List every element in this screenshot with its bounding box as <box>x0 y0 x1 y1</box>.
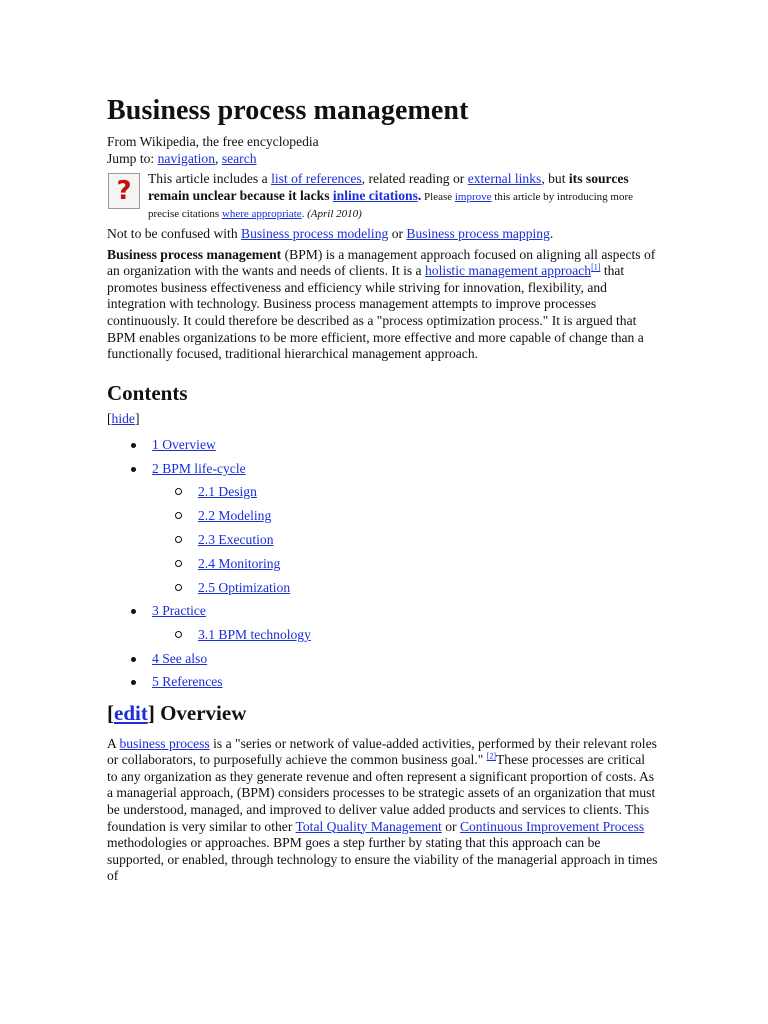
toc-sublist <box>152 623 659 647</box>
overview-paragraph <box>107 736 659 885</box>
toc-item <box>107 457 659 599</box>
toc-sublist <box>152 480 659 599</box>
toc-link-bpm-technology[interactable]: 3.1 BPM technology <box>198 626 311 642</box>
notice-bold-2: . <box>417 187 422 203</box>
notice-small-2: this article by introducing more precise citations <box>148 190 633 221</box>
inline-citations-link[interactable]: inline citations <box>332 187 418 203</box>
toc-bracket-close: ] <box>134 410 140 426</box>
toc-link-references[interactable]: 5 References <box>152 674 223 690</box>
toc-link-execution[interactable]: 2.3 Execution <box>198 531 274 547</box>
notice-date: (April 2010) <box>307 208 362 221</box>
page-title: Business process management <box>107 95 469 126</box>
toc-heading: Contents <box>107 380 188 405</box>
toc-list <box>107 433 659 693</box>
overview-heading-text: Overview <box>154 700 247 725</box>
notice-bold-1: its sources remain unclear because it lacks <box>148 171 629 203</box>
lead-bold-term: Business process management <box>107 246 282 262</box>
overview-text-1: is a "series or network of value-added activities, performed by their relevant roles or collaborators, to purposefully achieve the common business goal." <box>107 735 657 768</box>
jump-links <box>107 151 659 168</box>
reference-2-link[interactable]: [2] <box>486 751 496 761</box>
where-appropriate-link[interactable]: where appropriate <box>221 208 302 221</box>
citation-notice <box>107 171 659 223</box>
bp-mapping-link[interactable]: Business process mapping <box>406 225 550 241</box>
toc-subitem <box>107 576 659 600</box>
jump-separator: , <box>215 150 222 166</box>
toc-link-overview[interactable]: 1 Overview <box>152 437 216 453</box>
article-content <box>107 94 659 885</box>
toc-item <box>107 670 659 694</box>
toc-subitem <box>107 552 659 576</box>
bp-modeling-link[interactable]: Business process modeling <box>241 225 389 241</box>
lead-text-2: that promotes business effectiveness and efficiency while striving for innovation, flexibility, and integration with technology. Business process management attempts to improve processes continuously. It could therefore be described as a "process optimization process." It is argued that BPM enables organizations to be more efficient, more effective and more capable of change than a functionally focused, traditional hierarchical management approach. <box>107 263 644 362</box>
lead-paragraph <box>107 247 659 363</box>
reference-1-link[interactable]: [1] <box>591 262 601 272</box>
hatnote-text-2: or <box>388 225 407 241</box>
improve-link[interactable]: improve <box>454 190 492 203</box>
toc-toggle <box>107 411 659 428</box>
notice-text-1: This article includes a <box>148 171 272 187</box>
toc-item <box>107 433 659 457</box>
toc-subitem <box>107 504 659 528</box>
toc-link-practice[interactable]: 3 Practice <box>152 603 206 619</box>
edit-link[interactable]: edit <box>114 700 148 725</box>
toc-link-optimization[interactable]: 2.5 Optimization <box>198 579 291 595</box>
toc-link-see-also[interactable]: 4 See also <box>152 650 208 666</box>
overview-text-2: These processes are critical to any organization as they generate revenue and often represent a significant proportion of costs. As a managerial approach, (BPM) considers processes to be strategic assets of an organization that must be understood, managed, and improved to deliver value added products and services to clients. This foundation is very similar to other <box>107 752 656 834</box>
toc-link-design[interactable]: 2.1 Design <box>198 484 257 500</box>
tagline: From Wikipedia, the free encyclopedia <box>107 134 319 149</box>
toc-item <box>107 599 659 646</box>
edit-bracket-close: ] <box>147 700 155 725</box>
toc-link-modeling[interactable]: 2.2 Modeling <box>198 508 272 524</box>
lead-text-1: (BPM) is a management approach focused on aligning all aspects of an organization with the wants and needs of clients. It is a <box>107 246 656 279</box>
external-links-link[interactable]: external links <box>467 171 542 187</box>
hatnote-text-3: . <box>549 225 554 241</box>
hatnote-text-1: Not to be confused with <box>107 225 242 241</box>
overview-text-4: methodologies or approaches. BPM goes a step further by stating that this approach can be supported, or enabled, through technology to ensure the viability of the managerial approach in times of <box>107 835 658 884</box>
search-link[interactable]: search <box>221 150 257 166</box>
total-quality-management-link[interactable]: Total Quality Management <box>295 818 442 834</box>
notice-small-1: Please <box>421 190 455 203</box>
navigation-link[interactable]: navigation <box>157 150 216 166</box>
jump-label: Jump to: <box>107 150 155 166</box>
holistic-management-link[interactable]: holistic management approach <box>425 263 592 279</box>
toc-link-bpm-life-cycle[interactable]: 2 BPM life-cycle <box>152 460 246 476</box>
overview-text-0: A <box>107 735 120 751</box>
continuous-improvement-process-link[interactable]: Continuous Improvement Process <box>459 818 645 834</box>
question-mark-icon: ? <box>108 173 140 209</box>
notice-text-3: , but <box>541 171 569 187</box>
list-of-references-link[interactable]: list of references <box>271 171 362 187</box>
hatnote <box>107 226 659 243</box>
toc-subitem <box>107 623 659 647</box>
overview-text-3: or <box>441 818 460 834</box>
business-process-link[interactable]: business process <box>119 735 210 751</box>
toc-hide-link[interactable]: hide <box>111 410 135 426</box>
toc-subitem <box>107 528 659 552</box>
toc-link-monitoring[interactable]: 2.4 Monitoring <box>198 555 281 571</box>
overview-heading <box>107 700 659 726</box>
toc-bracket-open: [ <box>107 410 112 426</box>
notice-text-2: , related reading or <box>361 171 468 187</box>
toc-item <box>107 647 659 671</box>
edit-bracket-open: [ <box>107 700 114 725</box>
toc-subitem <box>107 480 659 504</box>
notice-small-3: . <box>301 208 308 221</box>
